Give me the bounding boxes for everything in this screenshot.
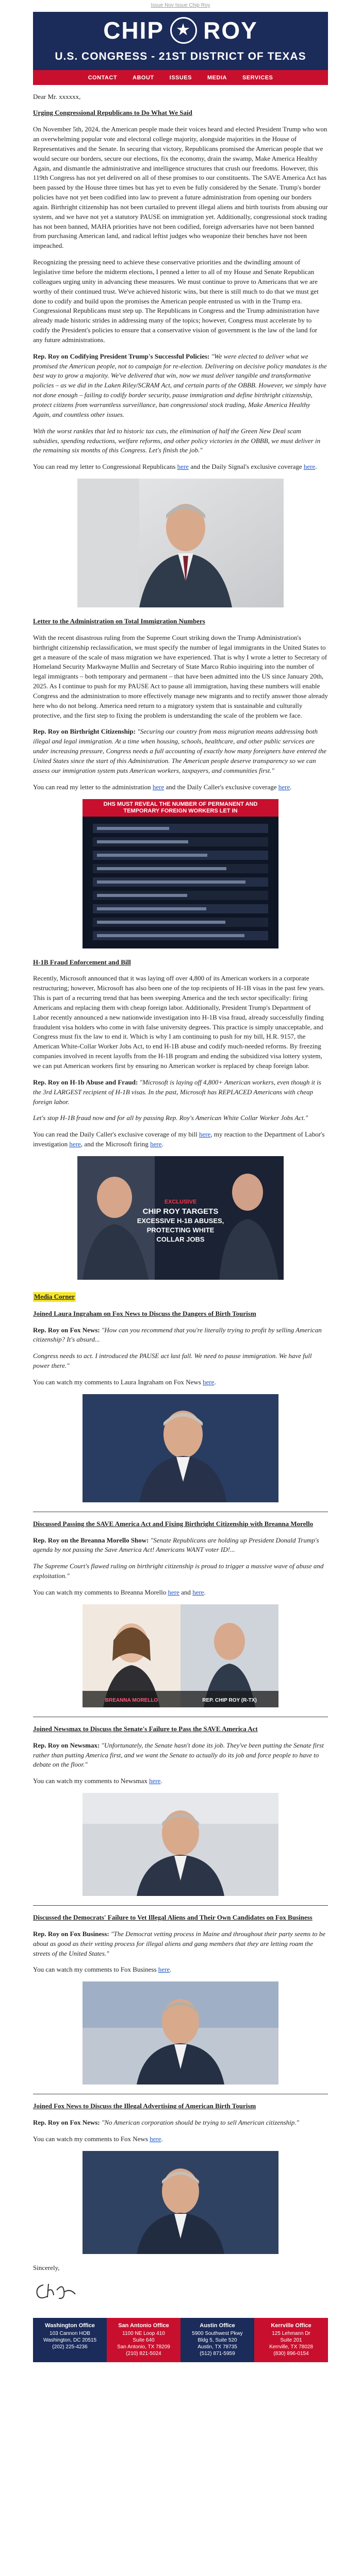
quote-block bbox=[33, 352, 328, 420]
quote-block: Rep. Roy on Newsmax: "Unfortunately, the Senate hasn't done its job. They've been putting the Senate first rather than putting America first, and we want the Senate to actually do its job and force people to have to debate on the floor." bbox=[33, 1741, 324, 1769]
graphic-h1b-exclusive bbox=[77, 1156, 284, 1280]
paragraph: You can read my letter to Congressional Republicans here and the Daily Signal's exclusive coverage here. bbox=[33, 463, 317, 471]
footer-office-washington: Washington Office 103 Cannon HOB Washington, DC 20515 (202) 225-4236 bbox=[33, 2318, 107, 2362]
salutation: Dear Mr. xxxxxx, bbox=[33, 92, 81, 100]
quote-lead: Rep. Roy on Codifying President Trump's Successful Policies: bbox=[33, 352, 210, 360]
footer-offices bbox=[33, 2318, 328, 2362]
quote-block bbox=[33, 1078, 328, 1107]
video-thumb-morello[interactable] bbox=[83, 1604, 278, 1707]
quote-block bbox=[33, 727, 328, 775]
quote-text: Let's stop H-1B fraud now and for all by passing Rep. Roy's American White Collar Worker Jobs Act." bbox=[33, 1114, 308, 1122]
dhs-graphic-row-text bbox=[97, 840, 188, 843]
h1b-graphic-line1: EXCLUSIVE bbox=[164, 1198, 197, 1205]
fox-business-video-link[interactable]: here bbox=[158, 1965, 170, 1974]
section-heading-urging: Urging Congressional Republicans to Do What We Said bbox=[33, 109, 192, 117]
photo-rep-roy-speaking bbox=[77, 479, 284, 607]
video-thumb-newsmax[interactable] bbox=[83, 1793, 278, 1896]
daily-signal-link[interactable]: here bbox=[303, 463, 316, 471]
paragraph: Recognizing the pressing need to achieve these conservative priorities and the dwindling amount of legislative time before the midterm elections, I penned a letter to all of my House and Senate Republican colleagues urging unity in advancing these measures. We must continue to prove to Americans that we are worthy of their continued trust. We've achieved historic wins, but there is still much to do that we must get done to codify and build upon the promises the American people entrusted us with in the Trump era. Congressional Republicans must step up. The Republicans in Congress and the Trump administration have already made historic strides in addressing many of the topics; however, Congress must accelerate by to codify the President's policies to ensure that a conservative vision of government is the law of the land for any future administrations. bbox=[33, 258, 320, 344]
closing: Sincerely, bbox=[33, 2263, 60, 2272]
h1b-graphic-line5: COLLAR JOBS bbox=[156, 1235, 205, 1243]
nav-bar bbox=[33, 72, 328, 85]
dhs-graphic-row-text bbox=[97, 827, 169, 830]
nav-issues[interactable]: ISSUES bbox=[169, 74, 192, 81]
media-heading-fox-business: Discussed the Democrats' Failure to Vet Illegal Aliens and Their Own Candidates on Fox Business bbox=[33, 1913, 313, 1922]
dhs-graphic-svg bbox=[83, 799, 278, 948]
quote-text: With the worst rankles that led to historic tax cuts, the elimination of half the Green New Deal scam subsidies, spending reductions, welfare reforms, and other policy victories in the OBBB, we must deliver in the remaining six months of this Congress. Let's finish the job." bbox=[33, 427, 321, 454]
dhs-graphic-row-text bbox=[97, 880, 245, 884]
quote-text: "Microsoft is laying off 4,800+ American workers, even though it is the 3rd LARGEST recipient of H-1B visas. In the past, Microsoft has REPLACED Americans with cheap foreign labor. bbox=[33, 1078, 321, 1106]
nav-contact[interactable]: CONTACT bbox=[88, 74, 118, 81]
quote-block: Rep. Roy on Fox News: "No American corporation should be trying to sell American citizenship." bbox=[33, 2119, 299, 2127]
quote-text: Congress needs to act. I introduced the PAUSE act last fall. We need to pause immigration. We have full power there." bbox=[33, 1352, 312, 1370]
footer-office-kerrville: Kerrville Office 125 Lehmann Dr Suite 201 Kerrville, TX 78028 (830) 896-0154 bbox=[269, 2322, 313, 2357]
media-heading-morello: Discussed Passing the SAVE America Act and Fixing Birthright Citizenship with Breanna Morello bbox=[33, 1519, 314, 1528]
quote-block: Rep. Roy on Fox Business: "The Democrat vetting process in Maine and throughout their party seems to be about as good as their vetting process for illegal aliens and gang members that they are letting roam the streets of the United States." bbox=[33, 1929, 326, 1957]
header-banner bbox=[33, 12, 328, 72]
nav-about[interactable]: ABOUT bbox=[133, 74, 154, 81]
morello-video-link-1[interactable]: here bbox=[168, 1588, 179, 1596]
dhs-graphic-row-text bbox=[97, 934, 244, 937]
paragraph: You can watch my comments to Newsmax here. bbox=[33, 1777, 162, 1785]
paragraph: You can read my letter to the administration here and the Daily Caller's exclusive coverage here. bbox=[33, 783, 292, 791]
video-thumb-ingraham[interactable] bbox=[83, 1394, 278, 1502]
h1b-graphic-line3: EXCESSIVE H-1B ABUSES, bbox=[137, 1216, 224, 1225]
logo-word-left: CHIP bbox=[103, 17, 165, 44]
footer-office-san-antonio: San Antonio Office 1100 NE Loop 410 Suite 640 San Antonio, TX 78209 (210) 821-5024 bbox=[117, 2322, 170, 2357]
footer-office-austin: Austin Office 5900 Southwest Pkwy Bldg 5, Suite 520 Austin, TX 78735 (512) 871-5959 bbox=[180, 2318, 254, 2362]
fox-news-video-link[interactable]: here bbox=[150, 2134, 161, 2143]
signature bbox=[33, 2280, 328, 2307]
dhs-graphic-row-text bbox=[97, 921, 225, 924]
logo[interactable] bbox=[33, 17, 328, 44]
media-heading-ingraham: Joined Laura Ingraham on Fox News to Discuss the Dangers of Birth Tourism bbox=[33, 1309, 256, 1317]
section-heading-h1b: H-1B Fraud Enforcement and Bill bbox=[33, 958, 131, 966]
quote-block: Rep. Roy on the Breanna Morello Show: "Senate Republicans are holding up President Donald Trump's agenda by not passing the Save America Act! Americans WANT voter ID!... bbox=[33, 1536, 319, 1554]
graphic-dhs-numbers bbox=[83, 799, 278, 948]
quote-text: "We were elected to deliver what we promised the American people, not to campaign for re-election. Delivering on decisive policy mandates is the best way to grow a majority. We've delivered that win, now we must deliver tangible and transformative policies – as we did in the Laken Riley/SCRAM Act, and certain parts of the OBBB. However, we simply have not done enough – failing to codify border security, pause immigration and define birthright citizenship, protect citizens from warrantless surveillance, ban congressional stock trading, Make America Healthy Again, and countless other issues. bbox=[33, 352, 327, 418]
admin-letter-link[interactable]: here bbox=[152, 783, 165, 791]
letter-link[interactable]: here bbox=[177, 463, 189, 471]
preheader-link[interactable]: Issue Nov Issue Chip Roy bbox=[151, 3, 210, 8]
nav-services[interactable]: SERVICES bbox=[242, 74, 273, 81]
h1b-graphic-line2: CHIP ROY TARGETS bbox=[142, 1207, 219, 1216]
paragraph: You can watch my comments to Fox News here. bbox=[33, 2134, 163, 2143]
dhs-graphic-title: DHS MUST REVEAL THE NUMBER OF PERMANENT AND TEMPORARY FOREIGN WORKERS LET IN bbox=[103, 801, 258, 814]
preheader bbox=[0, 0, 361, 11]
logo-word-right: ROY bbox=[203, 17, 258, 44]
banner-subtitle: U.S. CONGRESS - 21ST DISTRICT OF TEXAS bbox=[55, 50, 306, 62]
quote-lead: Rep. Roy on Birthright Citizenship: bbox=[33, 727, 136, 736]
video-thumb-fox-news[interactable] bbox=[83, 2151, 278, 2254]
quote-lead: Rep. Roy on H-1b Abuse and Fraud: bbox=[33, 1078, 138, 1086]
h1b-graphic-line4: PROTECTING WHITE bbox=[146, 1226, 215, 1234]
video-thumb-fox-business[interactable] bbox=[83, 1981, 278, 2084]
media-heading-fox-news-birth-tourism: Joined Fox News to Discuss the Illegal Advertising of American Birth Tourism bbox=[33, 2102, 256, 2110]
dol-reaction-link[interactable]: here bbox=[69, 1140, 81, 1148]
main-content bbox=[0, 85, 361, 2307]
signature-mark bbox=[33, 2280, 79, 2303]
morello-video-link-2[interactable]: here bbox=[192, 1588, 204, 1596]
dhs-graphic-row-text bbox=[97, 854, 207, 857]
quote-block: Rep. Roy on Fox News: "How can you recommend that you're literally trying to profit by selling American citizenship? It's absurd... bbox=[33, 1326, 322, 1344]
bill-coverage-link[interactable]: here bbox=[199, 1130, 211, 1139]
paragraph: On November 5th, 2024, the American people made their voices heard and elected President Trump who won an overwhelming popular vote and electoral college majority, alongside majorities in the House of Representatives and the Senate. In securing that victory, Republicans promised the American people that we would secure our borders, secure our elections, fix the economy, drain the swamp, Make America Healthy Again, and dismantle the administrative and intelligence structures that crush our freedoms. However, this 119th Congress has not yet delivered on all of these promises to our constituents. The SAVE America Act has been passed by the House three times but has yet to even be fully considered by the Senate. Trump's border policies have not yet been codified into law to prevent a future administration from opening our borders again. Birthright citizenship has not been curtailed to prevent illegal aliens and birth tourists from abusing our system, and we have not yet a statutory PAUSE on immigration yet. Additionally, congressional stock trading has not been banned, MAHA priorities have not been codified, foreign adversaries have not been banned from purchasing American land, and radical leftist judges who weaponize their benches have not been impeached. bbox=[33, 125, 328, 250]
newsmax-video-link[interactable]: here bbox=[149, 1777, 161, 1785]
daily-caller-link[interactable]: here bbox=[278, 783, 290, 791]
capitol-seal-icon: ★ bbox=[170, 17, 197, 44]
paragraph: Recently, Microsoft announced that it was laying off over 4,800 of its American workers in a corporate restructuring; however, Microsoft has also been one of the top recipients of H-1B visas in the past few years. This is part of a recurring trend that has been sweeping America and the tech sector specifically: firing Americans and replacing them with cheap foreign labor. Additionally, President Trump's Department of Labor recently announced a new nationwide investigation into H-1B visa fraud, already successfully finding fraudulent visa holders who come in with false university degrees. This practice is simply unacceptable, and Congress must fix the law to end it. Which is why I am continuing to push for my bill, H.R. 9157, the American White-Collar Worker Jobs Act, to end H-1B abuse and codify much-needed reforms. By freezing companies involved in recent layoffs from the H-1B program and ending the subsidized visa lottery system, we can put American workers first by ensuring no American worker is replaced by cheap foreign labor. bbox=[33, 974, 325, 1070]
paragraph: You can watch my comments to Fox Business here. bbox=[33, 1965, 172, 1974]
dhs-graphic-row-text bbox=[97, 894, 187, 897]
paragraph: You can read the Daily Caller's exclusive coverage of my bill here, my reaction to the Department of Labor's investigation here, and the Microsoft firing here. bbox=[33, 1130, 325, 1148]
quote-text: The Supreme Court's flawed ruling on birthright citizenship is proud to trigger a massive wave of abuse and exploitation." bbox=[33, 1562, 324, 1580]
dhs-graphic-row-text bbox=[97, 867, 226, 870]
roy-name-tag: REP. CHIP ROY (R-TX) bbox=[202, 1697, 257, 1703]
paragraph: You can watch my comments to Breanna Morello here and here. bbox=[33, 1588, 206, 1596]
morello-name-tag: BREANNA MORELLO bbox=[105, 1697, 158, 1703]
dhs-graphic-row-text bbox=[97, 907, 206, 910]
quote-text: "Securing our country from mass migration means addressing both illegal and legal immigration. At a time when housing, schools, healthcare, and other public services are under increasing pressure, Congress needs a full accounting of exactly how many foreigners have entered the United States since the start of this Administration. The American people deserve transparency so we can assess our immigration system puts American workers, taxpayers, and communities first." bbox=[33, 727, 326, 774]
ingraham-video-link[interactable]: here bbox=[203, 1378, 215, 1386]
divider bbox=[33, 1905, 328, 1906]
paragraph: You can watch my comments to Laura Ingraham on Fox News here. bbox=[33, 1378, 216, 1386]
paragraph: With the recent disastrous ruling from the Supreme Court striking down the Trump Administration's birthright citizenship reclassification, we must specify the number of legal immigrants in the United States to get a measure of the scale of mass migration we have experienced. That is why I wrote a letter to Secretary of Homeland Security Markwayne Mullin and Secretary of State Marco Rubio inquiring into the number of legal immigrants – both temporary and permanent – that have been admitted into the US since January 20th, 2025. As I continue to push for my PAUSE Act to pause all immigration, having these numbers will enable Congress and the administration to more effectively manage new migrants and to rectify answer those already here who do not belong. America need return to a migratory system that is sustainable and culturally protective, and the first step to fixing the problem is understanding the scale of the problem we face. bbox=[33, 633, 328, 719]
microsoft-firing-link[interactable]: here bbox=[150, 1140, 162, 1148]
section-heading-immigration-letter: Letter to the Administration on Total Immigration Numbers bbox=[33, 617, 205, 625]
nav-media[interactable]: MEDIA bbox=[207, 74, 227, 81]
media-heading-newsmax: Joined Newsmax to Discuss the Senate's Failure to Pass the SAVE America Act bbox=[33, 1724, 258, 1733]
media-corner-label: Media Corner bbox=[33, 1292, 76, 1302]
